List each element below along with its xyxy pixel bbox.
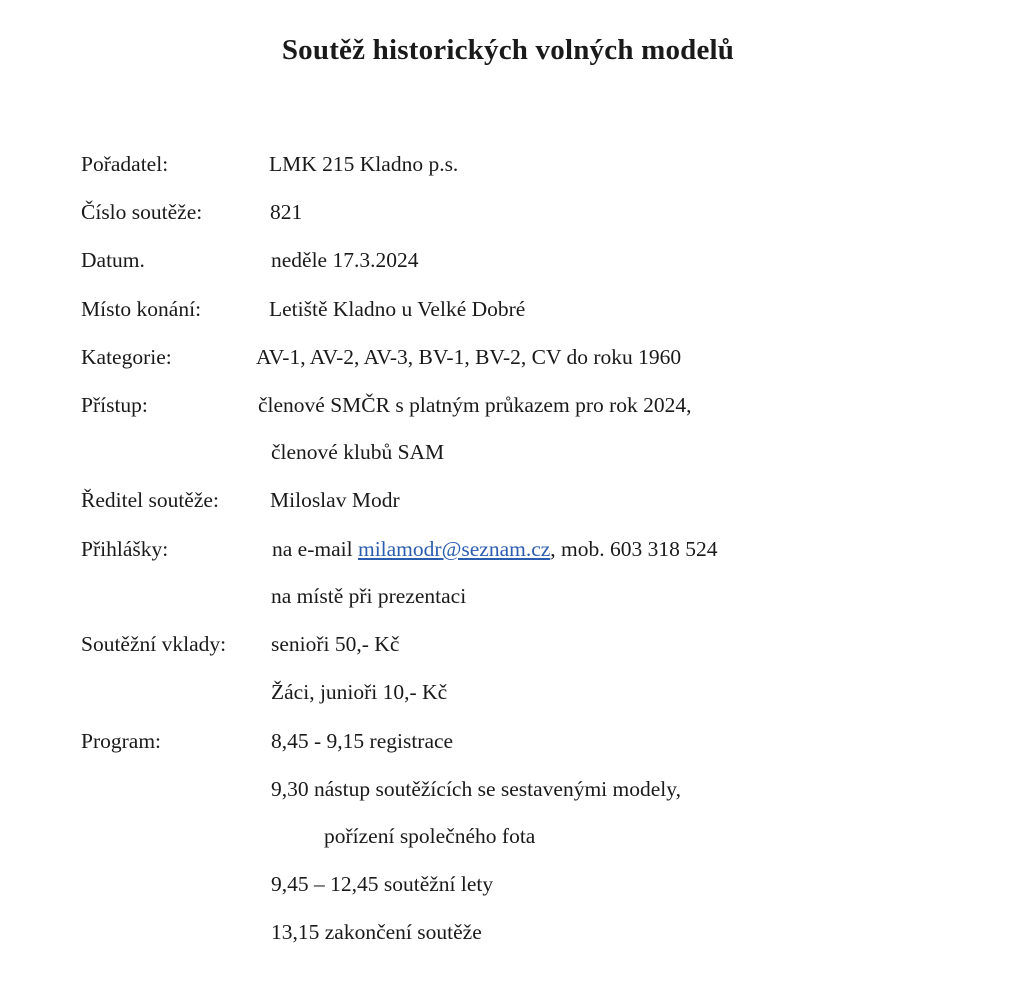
value-pristup-1: členové SMČR s platným průkazem pro rok 2024, (258, 393, 692, 417)
label-datum: Datum. (81, 248, 145, 272)
value-pristup-2: členové klubů SAM (271, 440, 445, 464)
value-prihlasky-2: na místě při prezentaci (271, 584, 467, 608)
program-item: 13,15 zakončení soutěže (271, 920, 482, 944)
value-prihlasky-1 (272, 535, 718, 563)
prihlasky-prefix: na e-mail (272, 537, 358, 561)
label-misto-konani: Místo konání: (81, 297, 202, 321)
program-item: 9,30 nástup soutěžících se sestavenými modely, (271, 777, 682, 801)
value-misto-konani: Letiště Kladno u Velké Dobré (269, 297, 526, 321)
value-vklady-1: senioři 50,- Kč (271, 632, 400, 656)
value-vklady-2: Žáci, junioři 10,- Kč (271, 680, 448, 704)
label-pristup: Přístup: (81, 393, 148, 417)
program-item: 8,45 - 9,15 registrace (271, 729, 454, 753)
value-kategorie: AV-1, AV-2, AV-3, BV-1, BV-2, CV do roku 1960 (256, 345, 682, 369)
value-poradatel: LMK 215 Kladno p.s. (269, 152, 459, 176)
label-soutezni-vklady: Soutěžní vklady: (81, 632, 227, 656)
email-link[interactable]: milamodr@seznam.cz (357, 537, 551, 561)
label-reditel-souteze: Ředitel soutěže: (81, 488, 219, 512)
value-cislo-souteze: 821 (270, 200, 303, 224)
document-title: Soutěž historických volných modelů (281, 34, 735, 66)
label-cislo-souteze: Číslo soutěže: (81, 200, 203, 224)
label-kategorie: Kategorie: (81, 345, 172, 369)
label-prihlasky: Přihlášky: (81, 537, 169, 561)
program-item: pořízení společného fota (324, 824, 536, 848)
value-reditel-souteze: Miloslav Modr (270, 488, 400, 512)
label-program: Program: (81, 729, 162, 753)
label-poradatel: Pořadatel: (81, 152, 169, 176)
program-item: 9,45 – 12,45 soutěžní lety (271, 872, 494, 896)
value-datum: neděle 17.3.2024 (271, 248, 419, 272)
prihlasky-phone: , mob. 603 318 524 (550, 537, 718, 561)
